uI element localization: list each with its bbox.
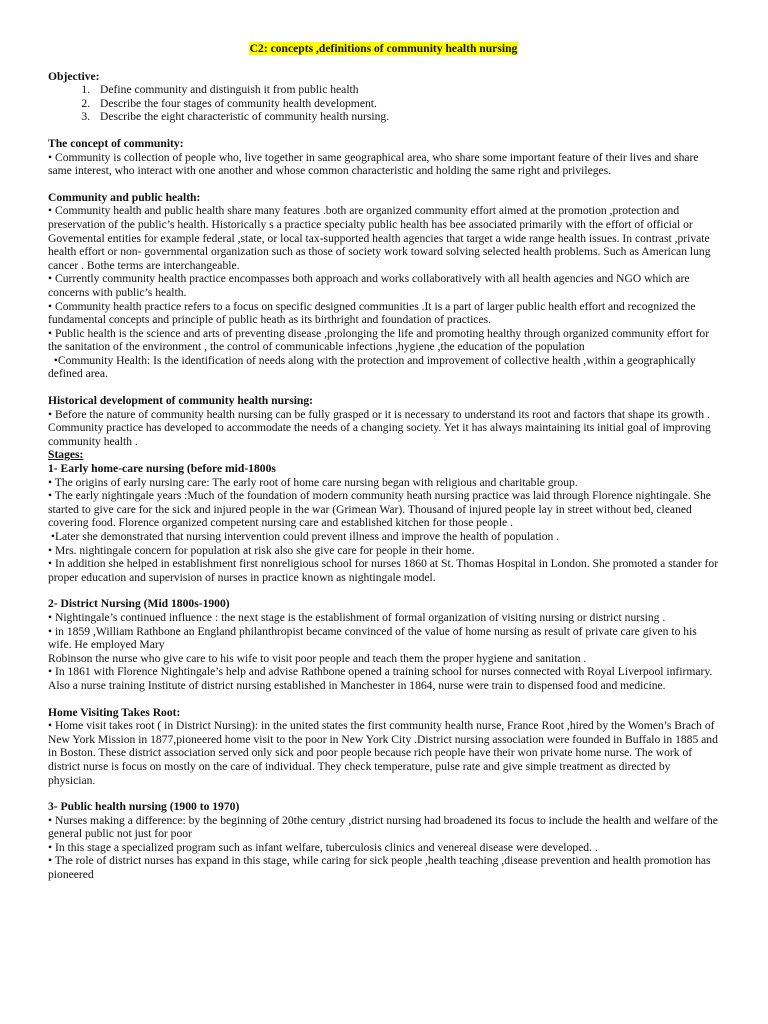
stage3-paragraph: • The role of district nurses has expand in this stage, while caring for sick people ,health teaching ,disease prevention and health promotion has pioneered	[48, 854, 711, 882]
stage2-title: 2- District Nursing (Mid 1800s-1900)	[48, 597, 230, 611]
objective-item: 2. Describe the four stages of community health development.	[93, 97, 719, 111]
title-block	[48, 42, 719, 56]
stage3-section	[48, 800, 719, 882]
stage3-paragraph: • Nurses making a difference: by the beginning of 20the century ,district nursing had broadened its focus to include the health and welfare of the general public not just for poor	[48, 813, 718, 841]
stage1-paragraph: • The early nightingale years :Much of the foundation of modern community heath nursing practice was laid through Florence nightingale. She started to give care for the sick and injured people in the war (Grimean War). Thousand of injured people lay in street without bed, cleaned covering food. Florence organized competent nursing care and established kitchen for those people .	[48, 489, 711, 530]
stages-label: Stages:	[48, 448, 84, 462]
community-public-paragraph: • Community health and public health share many features .both are organized community effort aimed at the promotion ,protection and preservation of the public’s health. Historically s a practice specialty public health has bee associated primarily with the effort of official or Govemental entities for example federal ,state, or local tax-supported health agencies that target a wide range health issues. In contrast ,private health effort or non- governmental organization such as those of society work toward solving selected health problems. Such as American lung cancer . Bothe terms are interchangeable.	[48, 204, 711, 272]
document-title: C2: concepts ,definitions of community health nursing	[249, 42, 518, 55]
concept-paragraph: • Community is collection of people who, live together in same geographical area, who share some important feature of their lives and share same interest, who interact with one another and whose common characteristic and holding the same right and privileges.	[48, 150, 699, 178]
historical-section	[48, 394, 719, 584]
home-visiting-heading: Home Visiting Takes Root:	[48, 705, 181, 719]
historical-paragraph: • Before the nature of community health nursing can be fully grasped or it is necessary to understand its root and factors that shape its growth . Community practice has developed to accommodate the needs of a changing society. Yet it has always maintaining its initial goal of improving community health .	[48, 407, 711, 448]
stage1-paragraph: •Later she demonstrated that nursing intervention could prevent illness and improve the health of population .	[48, 530, 560, 543]
stage2-paragraph: Robinson the nurse who give care to his wife to visit poor people and teach them the proper hygiene and sanitation .	[48, 651, 587, 665]
objective-item: 3. Describe the eight characteristic of community health nursing.	[93, 110, 719, 124]
concept-heading: The concept of community:	[48, 136, 184, 150]
objective-item: 1. Define community and distinguish it from public health	[93, 83, 719, 97]
stage2-paragraph: • In 1861 with Florence Nightingale’s help and advise Rathbone opened a training school for nurses connected with Royal Liverpool infirmary. Also a nurse training Institute of district nursing established in Manchester in 1864, nurse were train to dispensed food and medicine.	[48, 665, 713, 692]
community-public-heading: Community and public health:	[48, 190, 201, 204]
community-public-paragraph: •Community Health: Is the identification of needs along with the protection and improvement of collective health ,within a geographically defined area.	[48, 353, 696, 381]
home-visiting-paragraph: • Home visit takes root ( in District Nursing): in the united states the first community health nurse, France Root ,hired by the Women’s Brach of New York Mission in 1877,pioneered home visit to the poor in New York City .District nursing association were founded in Buffalo in 1885 and in Boston. These district association served only sick and poor people because rich people have their won private home nurse. The work of district nurse is focus on mostly on the care of individual. They check temperature, pulse rate and give simple treatment as directed by physician.	[48, 719, 718, 787]
stage2-paragraph: • in 1859 ,William Rathbone an England philanthropist became convinced of the value of home nursing as result of private care given to his wife. He employed Mary	[48, 624, 697, 652]
stage3-title: 3- Public health nursing (1900 to 1970)	[48, 800, 240, 814]
community-public-paragraph: • Public health is the science and arts of preventing disease ,prolonging the life and promoting healthy through organized community effort for the sanitation of the environment , the control of communicable infections ,hygiene ,the education of the population	[48, 326, 710, 354]
objective-heading: Objective:	[48, 69, 100, 83]
concept-section	[48, 137, 719, 178]
stage2-section	[48, 597, 719, 692]
objective-section	[48, 70, 719, 124]
stage1-paragraph: • In addition she helped in establishment first nonreligious school for nurses 1860 at St. Thomas Hospital in London. She promoted a stander for proper education and supervision of nurses in practice known as nightingale model.	[48, 557, 719, 584]
community-public-section	[48, 191, 719, 381]
home-visiting-section	[48, 706, 719, 788]
historical-heading: Historical development of community health nursing:	[48, 394, 314, 408]
stage1-paragraph: • Mrs. nightingale concern for population at risk also she give care for people in their home.	[48, 543, 475, 557]
stage3-paragraph: • In this stage a specialized program such as infant welfare, tuberculosis clinics and venereal disease were developed. .	[48, 840, 598, 854]
stage1-paragraph: • The origins of early nursing care: The early root of home care nursing began with religious and charitable group.	[48, 475, 578, 489]
community-public-paragraph: • Currently community health practice encompasses both approach and works collaboratively with all health agencies and NGO which are concerns with public’s health.	[48, 272, 690, 299]
stage2-paragraph: • Nightingale’s continued influence : the next stage is the establishment of formal organization of visiting nursing or district nursing .	[48, 610, 666, 624]
community-public-paragraph: • Community health practice refers to a focus on specific designed communities .It is a part of larger public health effort and recognized the fundamental concepts and principle of public heath as its birthright and foundation of practices.	[48, 299, 696, 327]
stage1-title: 1- Early home-care nursing (before mid-1800s	[48, 462, 276, 476]
objective-list	[48, 83, 719, 124]
